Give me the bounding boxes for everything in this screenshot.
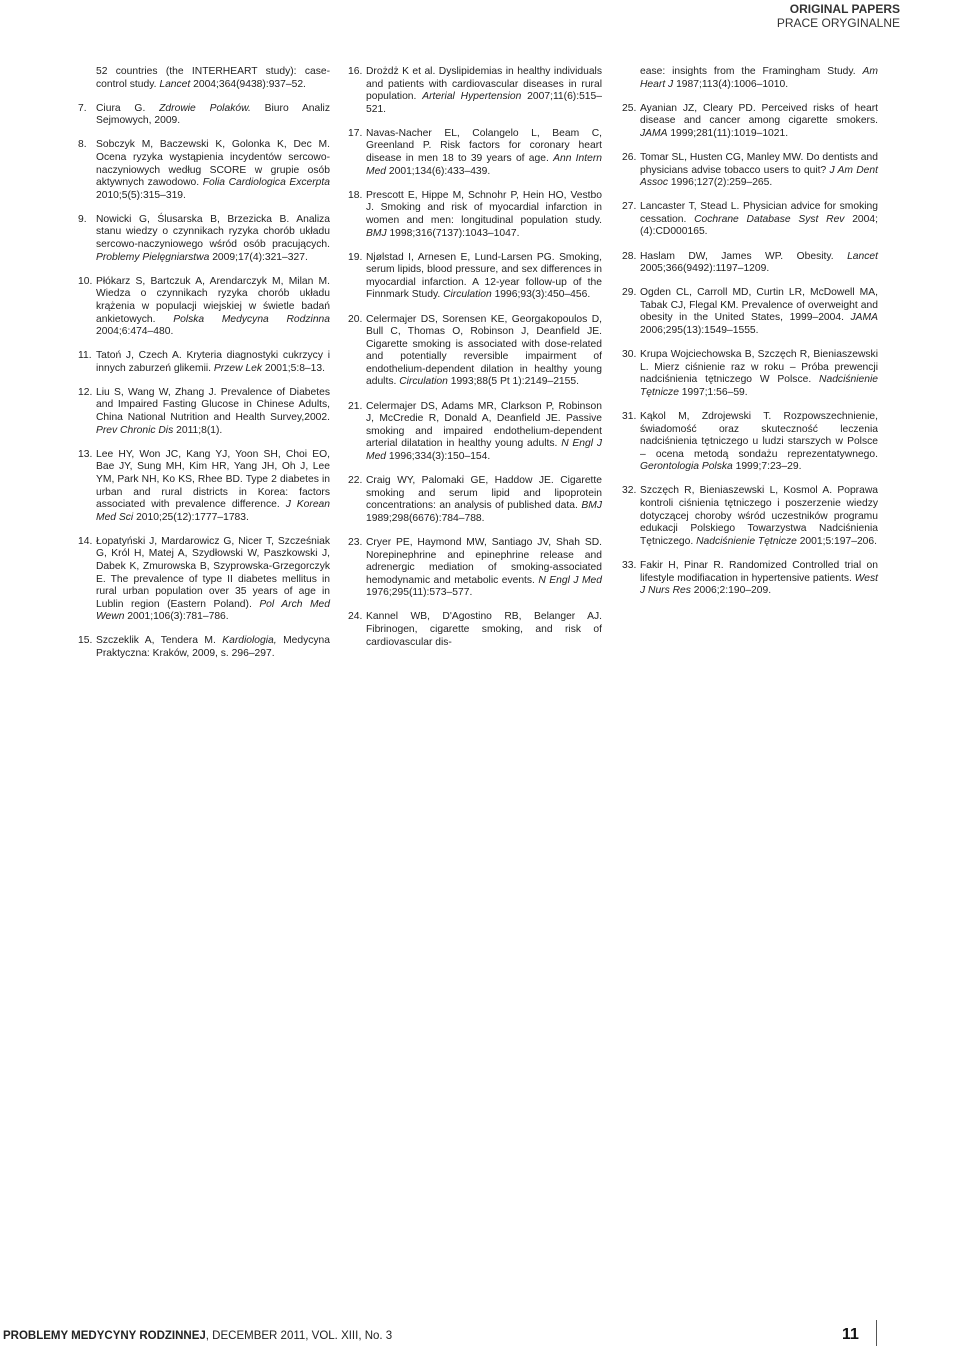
reference-text	[96, 350, 330, 375]
reference-segment: 2009;17(4):321–327.	[209, 251, 308, 263]
reference-text	[96, 449, 330, 525]
reference-segment: Celermajer DS, Adams MR, Clarkson P, Robinson J, McCredie R, Donald A, Deanfield JE. Passive smoking and impaired endothelium-dependent arterial dilatation in healthy young adults.	[366, 400, 602, 450]
reference-item	[78, 387, 330, 437]
reference-segment: 1996;334(3):150–154.	[386, 450, 491, 462]
reference-segment: Liu S, Wang W, Zhang J. Prevalence of Diabetes and Impaired Fasting Glucose in Chinese Adults, China National Nutrition and Health Survey,2002.	[96, 386, 330, 424]
journal-title: Circulation	[399, 376, 448, 388]
reference-item	[622, 152, 878, 190]
reference-number: 28.	[622, 250, 637, 262]
reference-item	[348, 314, 602, 390]
reference-segment: Lancaster T, Stead L. Physician advice for smoking cessation.	[640, 201, 878, 225]
reference-number: 30.	[622, 349, 637, 361]
journal-title: Am Heart J	[640, 66, 878, 90]
reference-segment: 2005;366(9492):1197–1209.	[640, 263, 770, 275]
reference-segment: Płókarz S, Bartczuk A, Arendarczyk M, Milan M. Wiedza o czynnikach ryzyka chorób układu krążenia w populacji wiejskiej w świetle badań ankietowych.	[96, 275, 330, 325]
reference-text	[96, 536, 330, 624]
reference-text	[96, 214, 330, 264]
reference-segment: 2004;6:474–480.	[96, 326, 174, 338]
journal-title: J Korean Med Sci	[96, 499, 331, 523]
reference-segment: 2001;5:8–13.	[261, 362, 325, 374]
reference-number: 8.	[78, 139, 87, 151]
reference-segment: ease: insights from the Framingham Study.	[640, 66, 863, 77]
journal-title: West J Nurs Res	[640, 572, 878, 597]
reference-segment: Sobczyk M, Baczewski K, Golonka K, Dec M. Ocena ryzyka wystąpienia incydentów sercowo-naczyniowych według SCORE w grupie osób aktywnych zawodowo.	[96, 139, 330, 189]
reference-text	[366, 475, 602, 525]
journal-title: Nadciśnienie Tętnicze	[640, 374, 878, 398]
reference-item	[78, 66, 330, 91]
reference-segment: 1997;1:56–59.	[678, 386, 748, 398]
reference-text	[96, 103, 330, 128]
reference-number: 31.	[622, 410, 637, 422]
reference-number: 17.	[348, 127, 363, 139]
footer-citation	[3, 1330, 392, 1342]
reference-text	[640, 152, 878, 190]
journal-title: Zdrowie Polaków.	[159, 102, 251, 114]
reference-text	[366, 537, 602, 600]
reference-number: 11.	[78, 350, 92, 362]
reference-item	[348, 66, 602, 116]
reference-segment: Lee HY, Won JC, Kang YJ, Yoon SH, Choi EO, Bae JY, Sung MH, Kim HR, Yang JH, Oh J, Lee YM, Park NH, Ko KS, Rhee BD. Type 2 diabetes in urban and rural districts in Korea: factors associated with prevalence difference.	[96, 448, 330, 511]
reference-item	[78, 635, 330, 660]
journal-title: Arterial Hypertension	[422, 91, 522, 103]
reference-item	[348, 128, 602, 178]
reference-segment: Medycyna Praktyczna: Kraków, 2009, s. 296–297.	[96, 635, 330, 660]
reference-item	[622, 349, 878, 399]
reference-text	[366, 190, 602, 240]
reference-number: 16.	[348, 66, 363, 77]
reference-text	[96, 635, 330, 660]
reference-segment: Biuro Analiz Sejmowych, 2009.	[96, 102, 330, 127]
reference-segment: Navas-Nacher EL, Colangelo L, Beam C, Greenland P. Risk factors for coronary heart disease in men 18 to 39 years of age.	[366, 127, 602, 165]
reference-segment: Krupa Wojciechowska B, Szczęch R, Bieniaszewski L. Mierz ciśnienie raz w roku – Próba prewencji nadciśnienia tętniczego W Polsce.	[640, 349, 878, 386]
reference-number: 25.	[622, 102, 637, 114]
reference-item	[622, 103, 878, 141]
reference-number: 33.	[622, 559, 637, 571]
reference-segment: Łopatyński J, Mardarowicz G, Nicer T, Szcześniak G, Król H, Matej A, Szydłowski W, Paszkowski J, Dabek K, Zmurowska B, Szyprowska-Grzegorczyk E. The prevalence of type II diabetes mellitus in rural urban population over 35 years of age in Lublin region (Eastern Poland).	[96, 535, 330, 610]
reference-number: 13.	[78, 448, 93, 460]
reference-item	[78, 276, 330, 339]
reference-number: 10.	[78, 275, 93, 287]
journal-title: N Engl J Med	[538, 574, 602, 586]
journal-title: N Engl J Med	[366, 438, 603, 462]
journal-title: JAMA	[850, 312, 878, 324]
journal-title: BMJ	[581, 500, 602, 512]
reference-number: 15.	[78, 635, 93, 647]
reference-item	[622, 287, 878, 337]
reference-segment: 1998;316(7137):1043–1047.	[386, 227, 520, 239]
reference-item	[348, 611, 602, 649]
reference-number: 12.	[78, 386, 93, 398]
reference-number: 22.	[348, 475, 363, 487]
reference-text	[366, 401, 602, 464]
reference-segment: 1993;88(5 Pt 1):2149–2155.	[447, 376, 579, 388]
reference-item	[622, 560, 878, 598]
journal-title: JAMA	[640, 127, 668, 139]
reference-text	[96, 139, 330, 202]
reference-segment: Kąkol M, Zdrojewski T. Rozpowszechnienie, świadomość oraz skuteczność leczenia nadciśnienia tętniczego u ludzi starszych w Polsce – ocena metodą sondażu reprezentatywnego.	[640, 410, 878, 460]
reference-text	[366, 66, 602, 116]
footer-divider	[876, 1320, 877, 1346]
reference-text	[366, 611, 602, 649]
reference-segment: 1999;281(11):1019–1021.	[667, 127, 789, 139]
journal-title: Circulation	[443, 289, 492, 301]
reference-segment: Nowicki G, Ślusarska B, Brzezicka B. Analiza stanu wiedzy o czynnikach ryzyka chorób układu sercowo-naczyniowego wśród osób pracujących.	[96, 213, 330, 251]
reference-segment: 2007;11(6):515–521.	[366, 91, 602, 115]
reference-segment: 2011;8(1).	[173, 424, 223, 436]
reference-item	[78, 214, 330, 264]
reference-number: 24.	[348, 611, 363, 623]
reference-text	[640, 251, 878, 276]
reference-text	[640, 66, 878, 91]
reference-text	[366, 128, 602, 178]
reference-segment: Ayanian JZ, Cleary PD. Perceived risks of heart disease and cancer among cigarette smokers.	[640, 102, 878, 127]
journal-title: Cochrane Database Syst Rev	[694, 213, 845, 225]
page-number: 11	[842, 1326, 859, 1343]
reference-segment: 2010;5(5):315–319.	[96, 189, 186, 201]
reference-segment: Craig WY, Palomaki GE, Haddow JE. Cigarette smoking and serum lipid and lipoprotein concentrations: an analysis of published data.	[366, 475, 602, 512]
reference-number: 9.	[78, 213, 87, 225]
reference-number: 19.	[348, 251, 363, 263]
reference-column-right	[622, 66, 878, 609]
journal-title: Gerontologia Polska	[640, 461, 733, 473]
reference-text	[366, 314, 602, 390]
reference-item	[622, 485, 878, 548]
reference-text	[640, 411, 878, 474]
reference-text	[640, 560, 878, 598]
reference-item	[348, 190, 602, 240]
reference-text	[96, 276, 330, 339]
reference-segment: 52 countries (the INTERHEART study): case-control study.	[96, 66, 330, 90]
reference-segment: Fakir H, Pinar R. Randomized Controlled trial on lifestyle modifiacation in hypertensive patients.	[640, 559, 878, 584]
reference-segment: Njølstad I, Arnesen E, Lund-Larsen PG. Smoking, serum lipids, blood pressure, and sex differences in myocardial infarction. A 12-year follow-up of the Finnmark Study.	[366, 251, 602, 301]
reference-text	[640, 103, 878, 141]
reference-item	[78, 139, 330, 202]
reference-item	[622, 251, 878, 276]
reference-segment: Tomar SL, Husten CG, Manley MW. Do dentists and physicians advise tobacco users to quit?	[640, 151, 878, 176]
reference-item	[348, 401, 602, 464]
reference-segment: Celermajer DS, Sorensen KE, Georgakopoulos D, Bull C, Thomas O, Robinson J, Deanfield JE. Cigarette smoking is associated with dose-related and potentially reversible impairment of endothelium-dependent dilation in healthy young adults.	[366, 313, 602, 388]
reference-segment: 2006;295(13):1549–1555.	[640, 325, 759, 336]
journal-title: BMJ	[366, 227, 387, 239]
reference-segment: 2010;25(12):1777–1783.	[133, 511, 249, 523]
journal-title: Folia Cardiologica Excerpta	[202, 177, 330, 189]
reference-text	[640, 485, 878, 548]
reference-item	[622, 201, 878, 239]
journal-title: Kardiologia,	[222, 635, 277, 647]
reference-number: 27.	[622, 201, 637, 213]
journal-name: PROBLEMY MEDYCYNY RODZINNEJ	[3, 1330, 206, 1342]
journal-title: Pol Arch Med Wewn	[96, 598, 330, 623]
reference-number: 21.	[348, 400, 363, 412]
reference-segment: Prescott E, Hippe M, Schnohr P, Hein HO, Vestbo J. Smoking and risk of myocardial infarction in women and men: longitudinal population study.	[366, 189, 602, 226]
reference-segment: 2004;(4):CD000165.	[640, 213, 878, 238]
reference-segment: 1976;295(11):573–577.	[366, 587, 473, 599]
running-header	[777, 2, 900, 30]
reference-text	[640, 287, 878, 337]
reference-number: 23.	[348, 536, 363, 548]
reference-number: 29.	[622, 287, 637, 299]
reference-text	[96, 66, 330, 91]
reference-segment: Ogden CL, Carroll MD, Curtin LR, McDowell MA, Tabak CJ, Flegal KM. Prevalence of overweight and obesity in the United States, 1999–2004.	[640, 287, 878, 324]
issue-info: , DECEMBER 2011, VOL. XIII, No. 3	[205, 1330, 393, 1342]
reference-text	[640, 349, 878, 399]
journal-title: Lancet	[159, 78, 191, 90]
reference-segment: 1987;113(4):1006–1010.	[673, 78, 789, 90]
reference-column-middle	[348, 66, 602, 661]
journal-title: Przew Lek	[213, 362, 262, 374]
reference-item	[348, 252, 602, 302]
journal-title: J Am Dent Assoc	[640, 164, 878, 189]
section-title: ORIGINAL PAPERS	[789, 2, 900, 16]
reference-item	[348, 475, 602, 525]
reference-item	[622, 411, 878, 474]
journal-title: Polska Medycyna Rodzinna	[173, 313, 330, 325]
reference-segment: Haslam DW, James WP. Obesity.	[640, 250, 848, 262]
reference-segment: Kannel WB, D'Agostino RB, Belanger AJ. Fibrinogen, cigarette smoking, and risk of cardiovascular dis-	[366, 611, 602, 648]
reference-segment: 2004;364(9438):937–52.	[190, 78, 306, 90]
reference-item	[622, 66, 878, 91]
reference-segment: Szczeklik A, Tendera M.	[96, 635, 223, 647]
reference-number: 26.	[622, 151, 637, 163]
reference-item	[78, 350, 330, 375]
reference-segment: 1989;298(6676):784–788.	[366, 512, 485, 524]
reference-segment: 2006;2:190–209.	[690, 585, 772, 597]
reference-segment: 2001;134(6):433–439.	[386, 165, 491, 177]
reference-segment: Drożdż K et al. Dyslipidemias in healthy individuals and patients with cardiovascular diseases in rural population.	[366, 66, 602, 103]
reference-number: 7.	[78, 102, 87, 114]
reference-number: 18.	[348, 189, 363, 201]
reference-segment: 2001;106(3):781–786.	[124, 611, 229, 623]
reference-segment: Szczęch R, Bieniaszewski L, Kosmol A. Poprawa kontroli ciśnienia tętniczego i poszerzenie wiedzy dotyczącej choroby wśród uczestników programu edukacji Polskiego Towarzystwa Nadciśnienia Tętniczego.	[640, 485, 878, 547]
page-footer	[0, 1320, 960, 1346]
reference-column-left	[78, 66, 330, 672]
reference-segment: Ciura G.	[96, 102, 160, 114]
reference-number: 32.	[622, 485, 637, 497]
journal-title: Nadciśnienie Tętnicze	[696, 535, 797, 547]
reference-text	[366, 252, 602, 302]
reference-segment: 1999;7:23–29.	[732, 461, 802, 473]
reference-text	[96, 387, 330, 437]
journal-title: Lancet	[847, 250, 878, 262]
journal-title: Prev Chronic Dis	[96, 424, 174, 436]
journal-title: Problemy Pielęgniarstwa	[96, 251, 210, 263]
reference-segment: Cryer PE, Haymond MW, Santiago JV, Shah SD. Norepinephrine and epinephrine release and adrenergic mediation of smoking-associated hemodynamic and metabolic events.	[366, 536, 602, 586]
reference-number: 14.	[78, 535, 93, 547]
reference-segment: Tatoń J, Czech A. Kryteria diagnostyki cukrzycy i innych zaburzeń glikemii.	[96, 350, 330, 374]
reference-item	[78, 103, 330, 128]
reference-number: 20.	[348, 313, 363, 325]
reference-item	[78, 449, 330, 525]
journal-title: Ann Intern Med	[366, 153, 602, 177]
reference-segment: 1996;127(2):259–265.	[668, 177, 773, 189]
reference-item	[78, 536, 330, 624]
reference-item	[348, 537, 602, 600]
section-subtitle: PRACE ORYGINALNE	[776, 16, 900, 30]
reference-segment: 2001;5:197–206.	[796, 535, 877, 547]
reference-text	[640, 201, 878, 239]
reference-segment: 1996;93(3):450–456.	[491, 289, 591, 301]
